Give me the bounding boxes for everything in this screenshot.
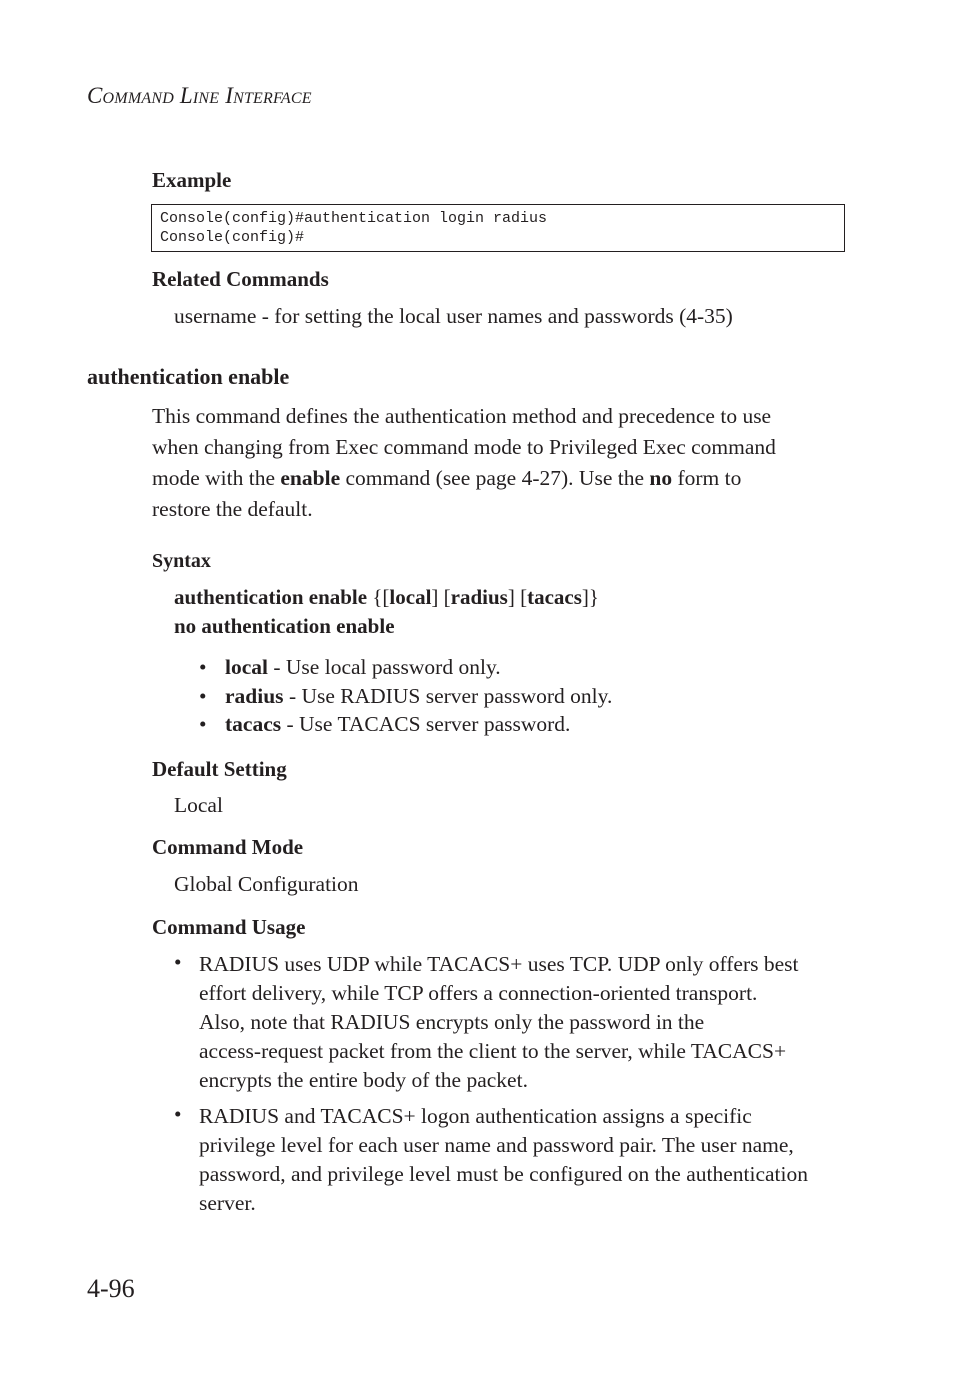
usage-line: effort delivery, while TCP offers a connection-oriented transport.: [199, 981, 758, 1005]
usage-line: server.: [199, 1191, 256, 1215]
usage-item: [199, 950, 859, 1095]
option-radius: radius - Use RADIUS server password only.: [225, 684, 613, 708]
usage-line: encrypts the entire body of the packet.: [199, 1068, 528, 1092]
default-setting-heading: Default Setting: [152, 757, 287, 781]
option-tacacs: tacacs - Use TACACS server password.: [225, 712, 571, 736]
usage-line: RADIUS and TACACS+ logon authentication assigns a specific: [199, 1104, 752, 1128]
page-number: 4-96: [87, 1274, 135, 1303]
bullet: •: [199, 655, 207, 679]
syntax-heading: Syntax: [152, 550, 211, 572]
example-heading: Example: [152, 168, 232, 192]
command-usage-heading: Command Usage: [152, 915, 306, 939]
code-line: Console(config)#: [160, 229, 305, 246]
usage-item: [199, 1102, 859, 1218]
command-mode-value: Global Configuration: [174, 872, 359, 896]
command-mode-heading: Command Mode: [152, 835, 304, 859]
description: [152, 401, 852, 525]
running-head: Command Line Interface: [87, 83, 312, 108]
code-example: [151, 204, 845, 252]
usage-line: access-request packet from the client to the server, while TACACS+: [199, 1039, 787, 1063]
default-setting-value: Local: [174, 793, 223, 817]
usage-line: RADIUS uses UDP while TACACS+ uses TCP. UDP only offers best: [199, 952, 799, 976]
related-commands-heading: Related Commands: [152, 267, 329, 291]
option-local: local - Use local password only.: [225, 655, 501, 679]
section-title: authentication enable: [87, 364, 290, 389]
description-line: restore the default.: [152, 497, 313, 521]
usage-line: privilege level for each user name and password pair. The user name,: [199, 1133, 794, 1157]
description-line: This command defines the authentication method and precedence to use: [152, 404, 772, 428]
bullet: •: [174, 950, 182, 974]
description-line: mode with the enable command (see page 4-27). Use the no form to: [152, 466, 742, 490]
syntax-no-command: no authentication enable: [174, 614, 395, 638]
syntax-command: authentication enable {[local] [radius] [tacacs]}: [174, 585, 599, 609]
usage-line: Also, note that RADIUS encrypts only the password in the: [199, 1010, 705, 1034]
bullet: •: [199, 712, 207, 736]
bullet: •: [174, 1102, 182, 1126]
usage-line: password, and privilege level must be configured on the authentication: [199, 1162, 808, 1186]
related-commands-text: username - for setting the local user names and passwords (4-35): [174, 304, 733, 328]
code-line: Console(config)#authentication login radius: [160, 210, 548, 227]
description-line: when changing from Exec command mode to Privileged Exec command: [152, 435, 776, 459]
bullet: •: [199, 684, 207, 708]
